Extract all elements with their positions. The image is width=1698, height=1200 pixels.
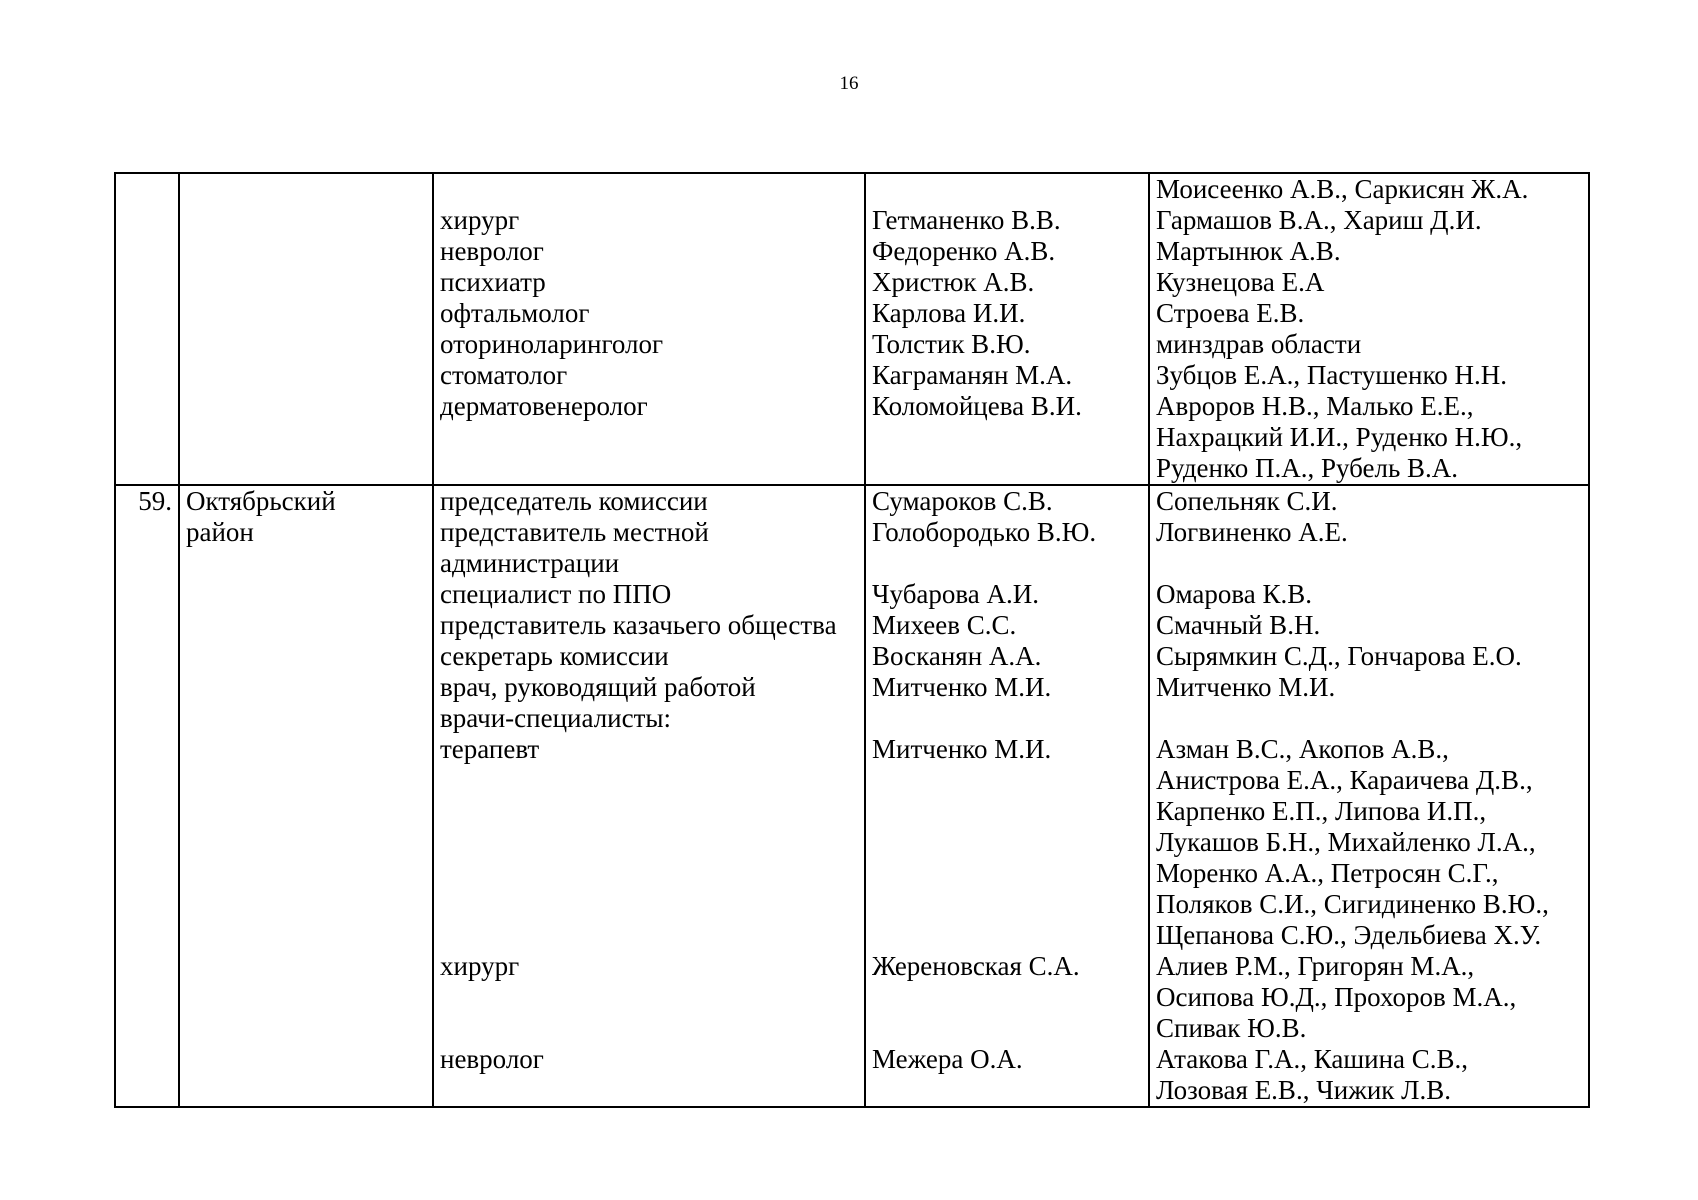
reserve-member-line: Лукашов Б.Н., Михайленко Л.А., <box>1156 827 1536 857</box>
role-line: представитель казачьего общества <box>440 610 837 640</box>
main-member-line <box>872 982 1142 1013</box>
role-line <box>440 827 858 858</box>
reserve-member-line: минздрав области <box>1156 329 1362 359</box>
role-line <box>440 1013 858 1044</box>
main-member-line: Митченко М.И. <box>872 672 1052 702</box>
reserve-member-line: Авроров Н.В., Малько Е.Е., <box>1156 391 1474 421</box>
role-line <box>440 858 858 889</box>
commission-table <box>114 172 1590 1108</box>
district-cell <box>179 173 433 485</box>
reserve-member-line: Сырямкин С.Д., Гончарова Е.О. <box>1156 641 1522 671</box>
main-member-line: Михеев С.С. <box>872 610 1017 640</box>
main-member-line <box>872 827 1142 858</box>
row-number: 59. <box>138 486 172 516</box>
district-line <box>186 174 426 205</box>
main-member-line <box>872 858 1142 889</box>
reserve-member-line <box>1156 703 1582 734</box>
main-member-line: Коломойцева В.И. <box>872 391 1082 421</box>
main-member-line: Жереновская С.А. <box>872 951 1080 981</box>
row-number-cell <box>115 485 179 1107</box>
role-line: специалист по ППО <box>440 579 672 609</box>
role-line <box>440 796 858 827</box>
reserve-member-line: Гармашов В.А., Хариш Д.И. <box>1156 205 1482 235</box>
main-member-line <box>872 548 1142 579</box>
role-line: терапевт <box>440 734 540 764</box>
role-line <box>440 453 858 484</box>
main-members-cell <box>865 485 1149 1107</box>
main-member-line: Восканян А.А. <box>872 641 1042 671</box>
main-member-line <box>872 920 1142 951</box>
main-member-line <box>872 174 1142 205</box>
role-line: офтальмолог <box>440 298 590 328</box>
reserve-member-line: Логвиненко А.Е. <box>1156 517 1348 547</box>
reserve-member-line: Мартынюк А.В. <box>1156 236 1341 266</box>
main-member-line <box>872 1075 1142 1106</box>
role-line <box>440 920 858 951</box>
reserve-member-line: Митченко М.И. <box>1156 672 1336 702</box>
role-line: дерматовенеролог <box>440 391 648 421</box>
main-member-line: Гетманенко В.В. <box>872 205 1061 235</box>
district-line: Октябрьский <box>186 486 336 516</box>
main-member-line: Межера О.А. <box>872 1044 1023 1074</box>
main-member-line: Толстик В.Ю. <box>872 329 1031 359</box>
reserve-member-line: Лозовая Е.В., Чижик Л.В. <box>1156 1075 1451 1105</box>
role-line: хирург <box>440 951 520 981</box>
role-line: представитель местной <box>440 517 709 547</box>
reserve-member-line: Сопельняк С.И. <box>1156 486 1338 516</box>
role-line: стоматолог <box>440 360 568 390</box>
main-member-line: Чубарова А.И. <box>872 579 1040 609</box>
district-cell <box>179 485 433 1107</box>
reserve-member-line: Кузнецова Е.А <box>1156 267 1325 297</box>
main-member-line: Сумароков С.В. <box>872 486 1053 516</box>
role-line: врач, руководящий работой <box>440 672 756 702</box>
main-member-line: Митченко М.И. <box>872 734 1052 764</box>
reserve-members-cell <box>1149 173 1589 485</box>
reserve-member-line: Омарова К.В. <box>1156 579 1313 609</box>
reserve-member-line: Нахрацкий И.И., Руденко Н.Ю., <box>1156 422 1523 452</box>
table-row <box>115 485 1589 1107</box>
reserve-member-line: Азман В.С., Акопов А.В., <box>1156 734 1449 764</box>
main-member-line <box>872 889 1142 920</box>
main-member-line: Христюк А.В. <box>872 267 1035 297</box>
reserve-member-line: Моренко А.А., Петросян С.Г., <box>1156 858 1499 888</box>
role-line: администрации <box>440 548 620 578</box>
role-line: врачи-специалисты: <box>440 703 672 733</box>
role-line: невролог <box>440 1044 544 1074</box>
main-member-line: Голобородько В.Ю. <box>872 517 1097 547</box>
main-member-line: Каграманян М.А. <box>872 360 1073 390</box>
role-line: оториноларинголог <box>440 329 664 359</box>
reserve-member-line: Осипова Ю.Д., Прохоров М.А., <box>1156 982 1517 1012</box>
reserve-member-line: Карпенко Е.П., Липова И.П., <box>1156 796 1487 826</box>
role-line: хирург <box>440 205 520 235</box>
page-number: 16 <box>839 73 859 94</box>
role-line <box>440 982 858 1013</box>
role-line <box>440 422 858 453</box>
reserve-member-line: Строева Е.В. <box>1156 298 1305 328</box>
row-number-cell <box>115 173 179 485</box>
main-member-line: Карлова И.И. <box>872 298 1026 328</box>
role-line: психиатр <box>440 267 546 297</box>
roles-cell <box>433 485 865 1107</box>
role-line <box>440 1075 858 1106</box>
role-line <box>440 174 858 205</box>
reserve-member-line: Моисеенко А.В., Саркисян Ж.А. <box>1156 174 1529 204</box>
role-line: невролог <box>440 236 544 266</box>
role-line <box>440 889 858 920</box>
reserve-member-line: Зубцов Е.А., Пастушенко Н.Н. <box>1156 360 1507 390</box>
main-member-line <box>872 1013 1142 1044</box>
main-member-line <box>872 796 1142 827</box>
main-members-cell <box>865 173 1149 485</box>
district-line: район <box>186 517 254 547</box>
main-member-line <box>872 422 1142 453</box>
reserve-member-line: Атакова Г.А., Кашина С.В., <box>1156 1044 1469 1074</box>
role-line: секретарь комиссии <box>440 641 669 671</box>
main-member-line <box>872 765 1142 796</box>
reserve-member-line: Спивак Ю.В. <box>1156 1013 1307 1043</box>
reserve-member-line: Щепанова С.Ю., Эдельбиева Х.У. <box>1156 920 1542 950</box>
reserve-member-line: Смачный В.Н. <box>1156 610 1321 640</box>
reserve-members-cell <box>1149 485 1589 1107</box>
reserve-member-line <box>1156 548 1582 579</box>
reserve-member-line: Алиев Р.М., Григорян М.А., <box>1156 951 1475 981</box>
table-row <box>115 173 1589 485</box>
role-line: председатель комиссии <box>440 486 708 516</box>
role-line <box>440 765 858 796</box>
main-member-line <box>872 703 1142 734</box>
roles-cell <box>433 173 865 485</box>
reserve-member-line: Поляков С.И., Сигидиненко В.Ю., <box>1156 889 1549 919</box>
row-number <box>122 174 172 205</box>
reserve-member-line: Руденко П.А., Рубель В.А. <box>1156 453 1459 483</box>
main-member-line: Федоренко А.В. <box>872 236 1056 266</box>
reserve-member-line: Анистрова Е.А., Караичева Д.В., <box>1156 765 1533 795</box>
main-member-line <box>872 453 1142 484</box>
